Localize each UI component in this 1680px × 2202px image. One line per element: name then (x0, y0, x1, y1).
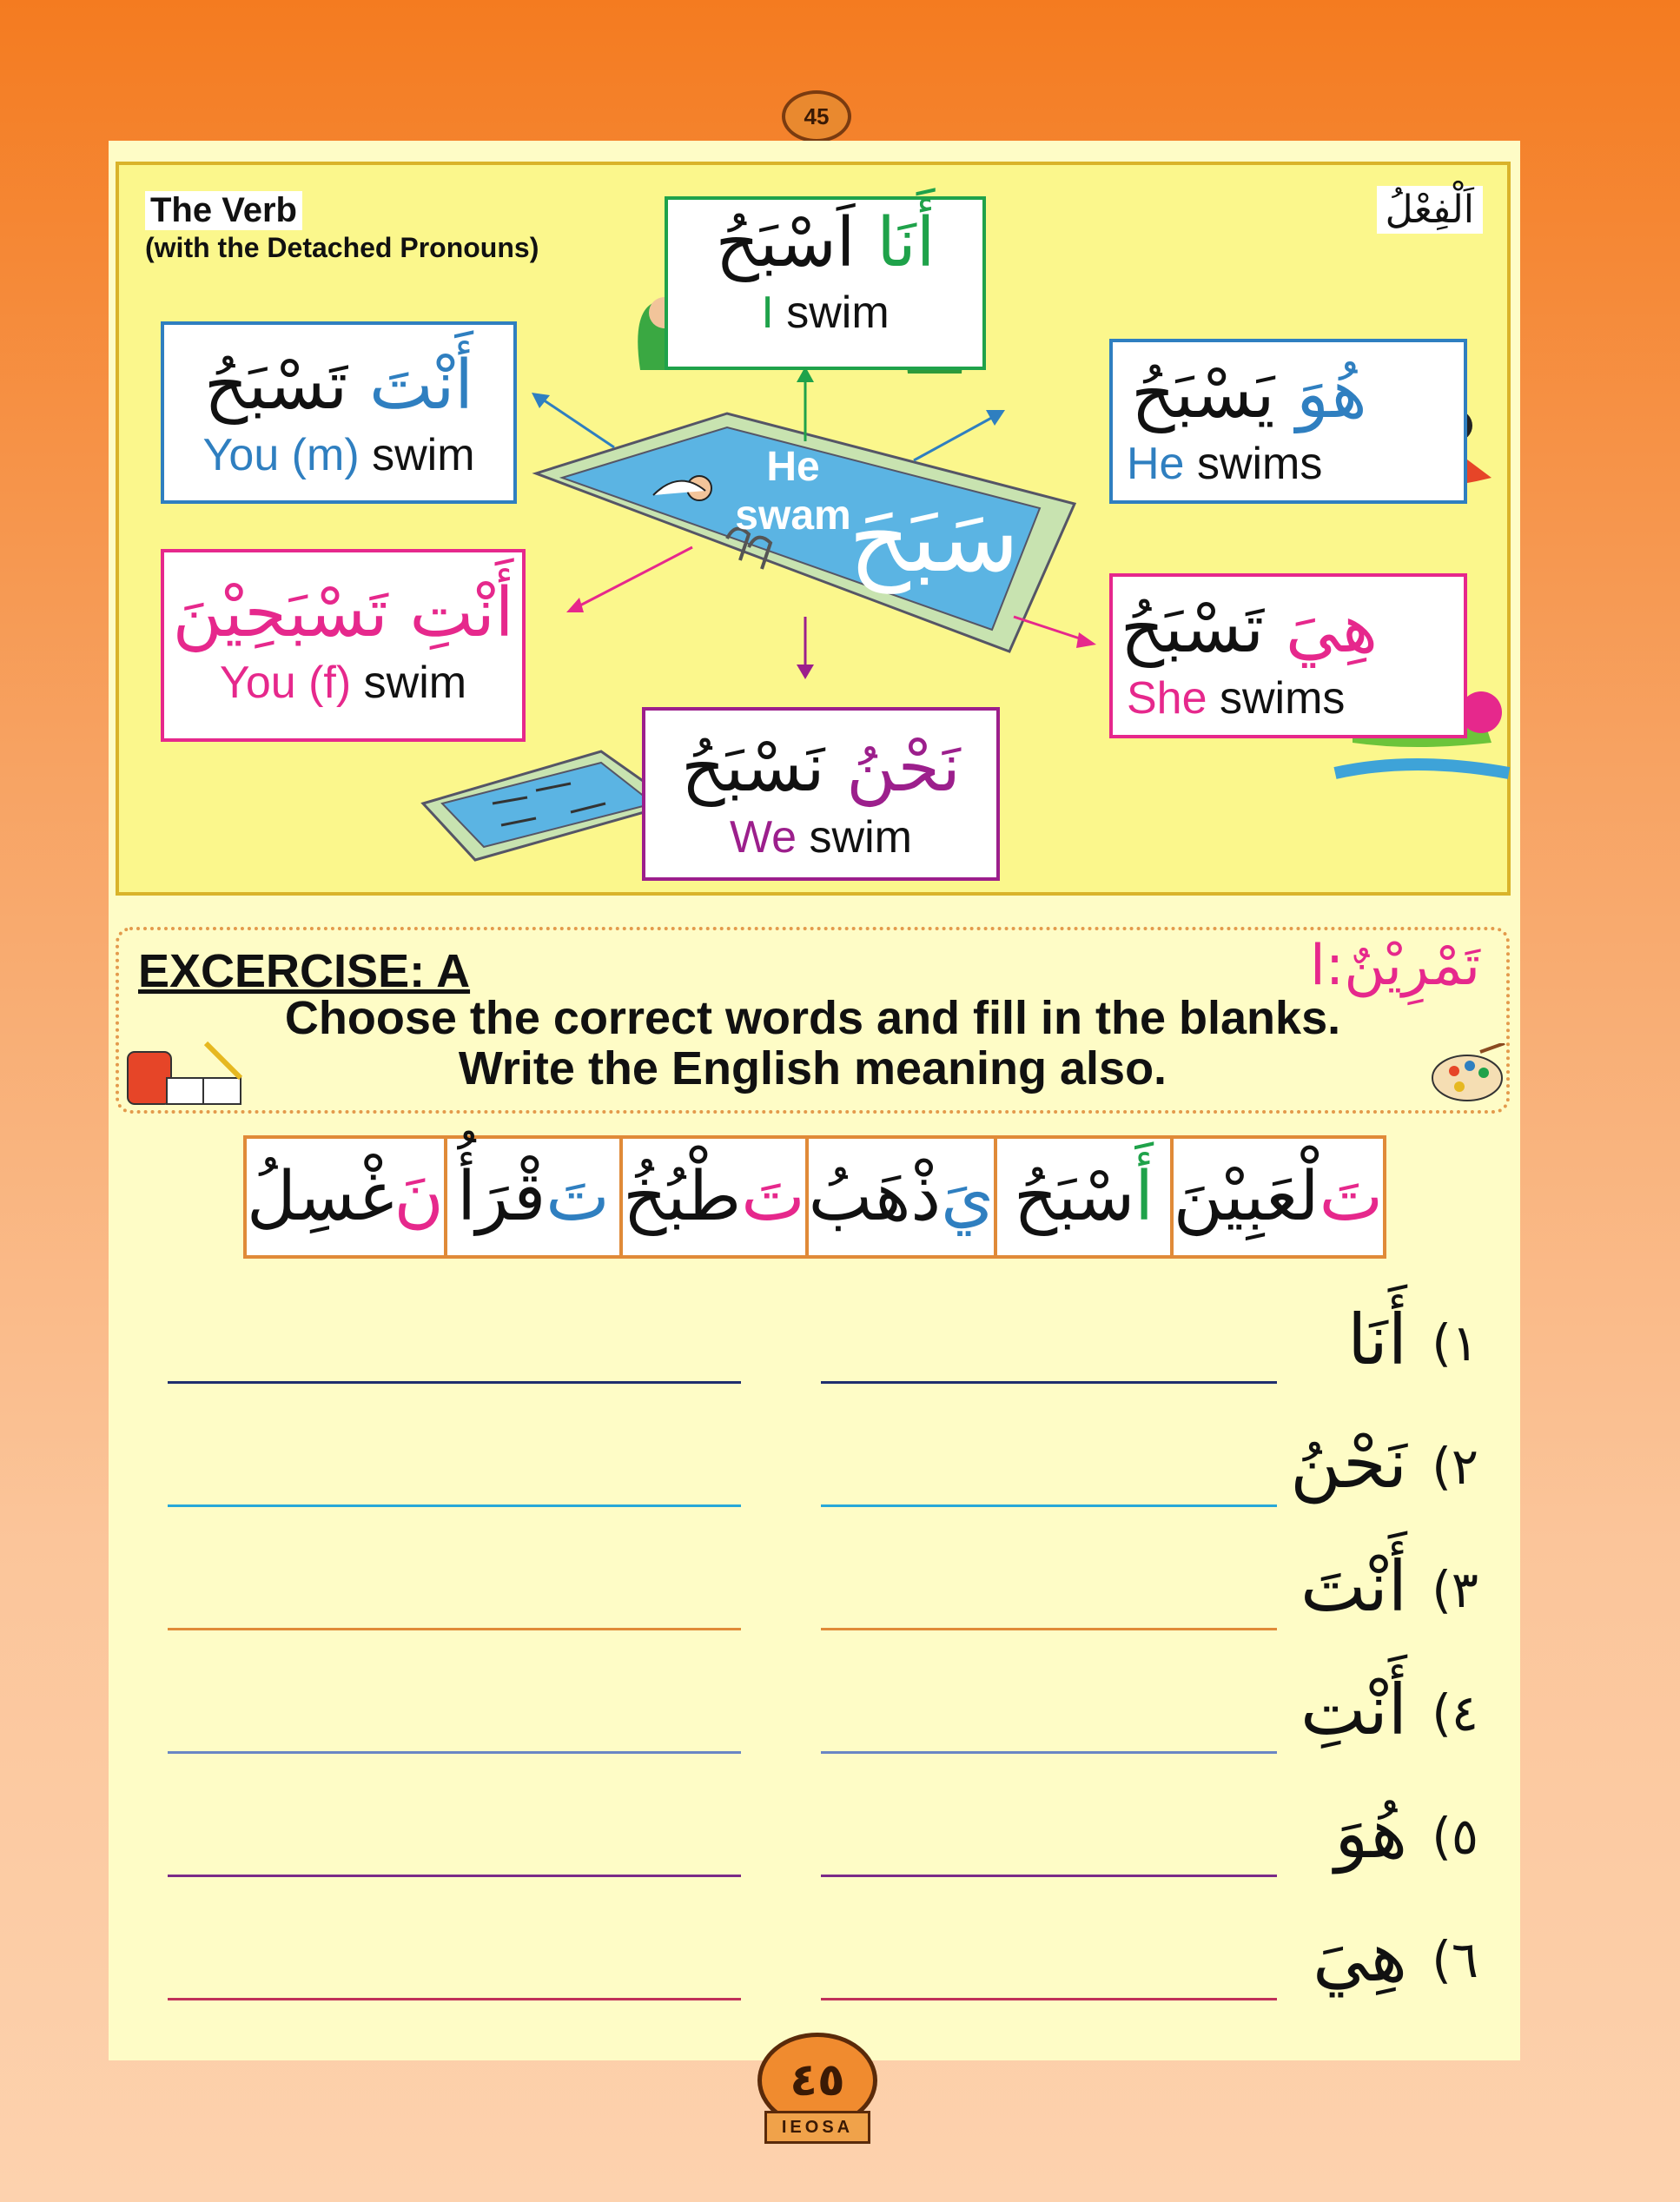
arabic-answer-blank[interactable] (821, 1875, 1277, 1877)
card-hiya-pronoun: هِيَ (1285, 590, 1379, 668)
word-rest: قْرَأُ (457, 1158, 546, 1236)
exercise-row (109, 1546, 1520, 1647)
card-nahnu (642, 707, 1000, 881)
title-the-verb: The Verb (145, 191, 302, 230)
exercise-instructions (119, 993, 1506, 1094)
word-first-letter: أَ (1134, 1158, 1154, 1236)
card-anti-en-subject: You (f) (219, 658, 352, 708)
card-anta-english (164, 429, 513, 481)
exercise-row (109, 1670, 1520, 1770)
exercise-title-arabic: تَمْرِيْنٌ:ا (1310, 934, 1480, 998)
card-hiya (1109, 573, 1467, 738)
card-anta-verb: تَسْبَحُ (204, 347, 348, 425)
word-rest: ذْهَبُ (808, 1158, 942, 1236)
card-anti-english (164, 657, 522, 709)
card-nahnu-pronoun: نَحْنُ (846, 729, 961, 807)
english-meaning-blank[interactable] (168, 1751, 741, 1754)
pool-label-he-swam: He swam (735, 444, 851, 539)
word-bank-cell (1170, 1139, 1383, 1255)
card-huwa-arabic (1113, 351, 1464, 438)
card-ana-en-verb: swim (786, 288, 890, 338)
arabic-answer-blank[interactable] (821, 1504, 1277, 1507)
card-anta-en-subject: You (m) (202, 430, 360, 480)
card-hiya-en-verb: swims (1219, 673, 1346, 724)
arabic-answer-blank[interactable] (821, 1628, 1277, 1630)
word-first-letter: تَ (1319, 1158, 1383, 1236)
title-subtitle: (with the Detached Pronouns) (145, 232, 539, 263)
paint-palette-icon (1428, 1043, 1506, 1104)
word-bank-table (243, 1135, 1386, 1259)
card-huwa-en-subject: He (1127, 439, 1185, 489)
word-first-letter: نَ (394, 1158, 444, 1236)
card-ana-arabic (668, 200, 982, 287)
card-hiya-verb: تَسْبَحُ (1120, 590, 1265, 668)
arabic-answer-blank[interactable] (821, 1381, 1277, 1384)
card-anti-pronoun: أَنْتِ (409, 574, 514, 652)
card-anti-verb: تَسْبَحِيْنَ (172, 574, 388, 652)
publisher-ribbon: IEOSA (764, 2111, 870, 2144)
card-ana-english (668, 287, 982, 339)
arabic-answer-blank[interactable] (821, 1751, 1277, 1754)
exercise-row (109, 1299, 1520, 1400)
card-anta-pronoun: أَنْتَ (369, 347, 473, 425)
word-bank-cell (444, 1139, 620, 1255)
row-pronoun: نَحْنُ (1290, 1423, 1407, 1504)
english-meaning-blank[interactable] (168, 1875, 741, 1877)
word-first-letter: تَ (546, 1158, 610, 1236)
card-ana-verb: اَسْبَحُ (715, 204, 856, 282)
word-bank-cell (619, 1139, 804, 1255)
arrow-to-hiya (1014, 617, 1088, 641)
card-nahnu-verb: نَسْبَحُ (681, 729, 825, 807)
card-huwa-english (1113, 438, 1464, 490)
card-ana (665, 196, 986, 370)
row-number: ٦) (1432, 1930, 1478, 1989)
exercise-title: EXCERCISE: A (138, 945, 471, 997)
word-first-letter: تَ (741, 1158, 805, 1236)
row-pronoun: هُوَ (1334, 1793, 1407, 1874)
row-pronoun: هِيَ (1313, 1916, 1407, 1997)
word-bank-cell (247, 1139, 444, 1255)
arrow-to-huwa (914, 415, 996, 460)
card-anti-arabic (164, 570, 522, 657)
word-bank-cell (805, 1139, 995, 1255)
row-number: ٤) (1432, 1683, 1478, 1742)
word-rest: طْبُخُ (623, 1158, 742, 1236)
english-meaning-blank[interactable] (168, 1998, 741, 2000)
row-pronoun: أَنْتِ (1300, 1670, 1407, 1750)
card-huwa-en-verb: swims (1196, 439, 1323, 489)
card-nahnu-en-subject: We (730, 812, 797, 863)
title-arabic: اَلْفِعْلُ (1377, 186, 1483, 234)
word-rest: سْبَحُ (1013, 1158, 1135, 1236)
exercise-row (109, 1793, 1520, 1894)
word-bank-cell (994, 1139, 1170, 1255)
row-pronoun: أَنَا (1347, 1299, 1407, 1380)
instruction-line-1: Choose the correct words and fill in the blanks. (284, 992, 1341, 1044)
english-meaning-blank[interactable] (168, 1504, 741, 1507)
card-anta-en-verb: swim (372, 430, 475, 480)
pool-arabic-sabaha: سَبَحَ (849, 482, 1020, 593)
card-huwa-verb: يَسْبَحُ (1131, 355, 1275, 433)
instruction-line-2: Write the English meaning also. (458, 1042, 1167, 1094)
card-ana-en-subject: I (761, 288, 774, 338)
arrow-to-anti (575, 547, 692, 608)
row-number: ٥) (1432, 1807, 1478, 1866)
row-number: ١) (1432, 1313, 1478, 1372)
card-anti-en-verb: swim (363, 658, 467, 708)
card-huwa-pronoun: هُوَ (1296, 355, 1367, 433)
card-hiya-en-subject: She (1127, 673, 1207, 724)
card-nahnu-arabic (645, 724, 996, 811)
card-anti (161, 549, 526, 742)
top-page-number: 45 (782, 90, 851, 142)
arabic-answer-blank[interactable] (821, 1998, 1277, 2000)
card-nahnu-en-verb: swim (809, 812, 912, 863)
card-nahnu-english (645, 811, 996, 863)
card-anta-arabic (164, 342, 513, 429)
word-rest: غْسِلُ (247, 1158, 394, 1236)
card-hiya-english (1113, 672, 1464, 724)
card-hiya-arabic (1113, 585, 1464, 672)
row-pronoun: أَنْتَ (1300, 1546, 1407, 1627)
bottom-page-number: ٤٥ (757, 2033, 877, 2128)
row-number: ٢) (1432, 1437, 1478, 1496)
exercise-row (109, 1423, 1520, 1524)
card-huwa (1109, 339, 1467, 504)
worksheet-page (109, 141, 1520, 2060)
exercise-header-box (116, 927, 1510, 1114)
verb-illustration-panel (116, 162, 1511, 896)
exercise-row (109, 1916, 1520, 2017)
card-ana-pronoun: أَنَا (876, 204, 936, 282)
word-rest: لْعَبِيْنَ (1173, 1158, 1320, 1236)
word-first-letter: يَ (941, 1158, 995, 1236)
english-meaning-blank[interactable] (168, 1628, 741, 1630)
card-anta (161, 321, 517, 504)
school-supplies-icon (119, 1035, 249, 1113)
arrow-to-anta (540, 398, 614, 447)
small-pool-graphic (423, 751, 675, 860)
english-meaning-blank[interactable] (168, 1381, 741, 1384)
row-number: ٣) (1432, 1560, 1478, 1619)
